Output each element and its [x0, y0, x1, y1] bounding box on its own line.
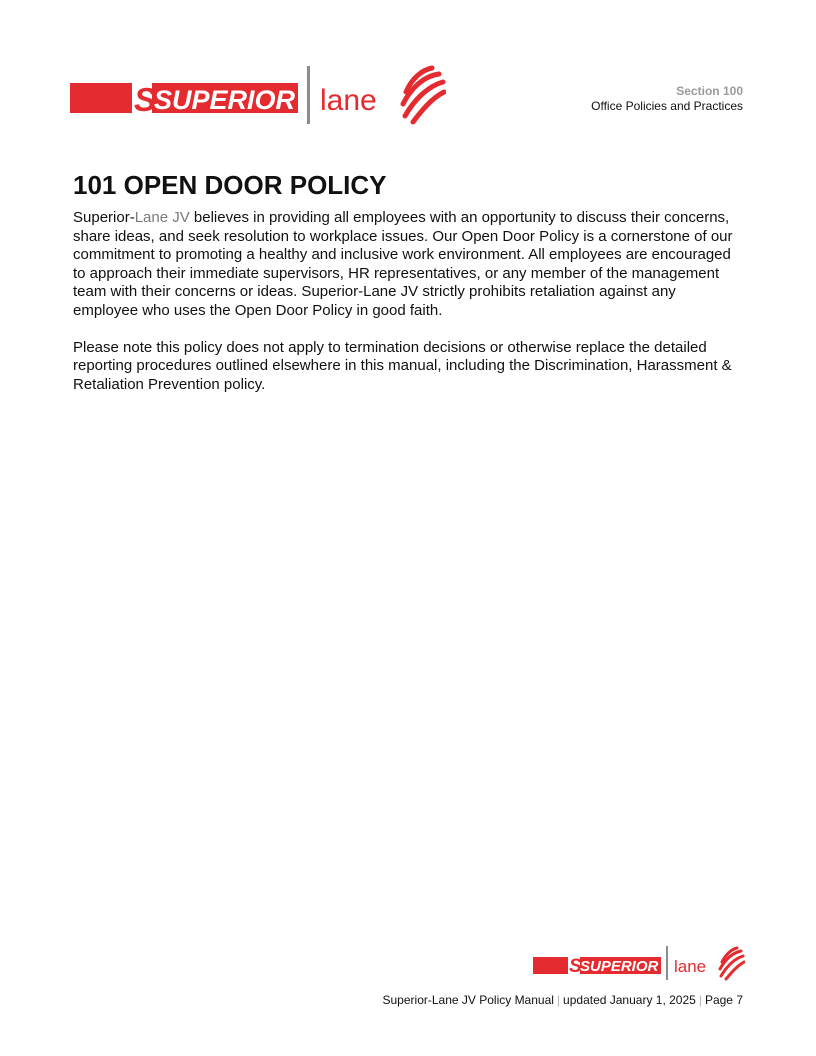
footer-separator: |: [556, 993, 561, 1007]
footer-page-number: Page 7: [704, 993, 743, 1007]
section-title: Office Policies and Practices: [591, 99, 743, 113]
footer-logo-wordmark-main: SUPERIOR: [580, 958, 659, 975]
paragraph-1-text: believes in providing all employees with an opportunity to discuss their concerns, share ideas, and seek resolution to workplace issues. Our Open Door Policy is a cornerstone of our commitment to promoting a healthy and inclusive work environment. All employees are encouraged to approach their immediate supervisors, HR representatives, or any member of the management team with their concerns or ideas. Superior-Lane JV strictly prohibits retaliation against any employee who uses the Open Door Policy in good faith.: [73, 209, 733, 319]
footer-manual-name: Superior-Lane JV Policy Manual: [382, 993, 554, 1007]
section-label: Section 100: [676, 84, 743, 98]
policy-paragraph-1: [73, 209, 743, 321]
logo-wordmark-secondary: lane: [320, 84, 377, 117]
page-title: 101 OPEN DOOR POLICY: [73, 170, 387, 200]
svg-text:S: S: [569, 956, 582, 977]
section-header: [591, 84, 743, 114]
footer-logo-wordmark-secondary: lane: [674, 957, 707, 976]
superior-lane-logo-graphic: [70, 64, 446, 126]
company-name-jv: Lane JV: [134, 209, 190, 226]
company-name: Superior-: [73, 209, 135, 226]
page-footer: [383, 993, 744, 1007]
footer-logo: [533, 945, 745, 981]
footer-logo-graphic: [533, 945, 745, 981]
footer-separator: |: [698, 993, 702, 1007]
logo-wordmark-main: SUPERIOR: [154, 85, 296, 115]
footer-updated: updated January 1, 2025: [563, 993, 696, 1007]
svg-text:S: S: [134, 81, 157, 118]
superior-lane-logo: [70, 64, 446, 126]
policy-content: [73, 170, 743, 394]
policy-paragraph-2: Please note this policy does not apply to termination decisions or otherwise replace the detailed reporting procedures outlined elsewhere in this manual, including the Discrimination, Harassment & Retaliation Prevention policy.: [73, 338, 732, 393]
